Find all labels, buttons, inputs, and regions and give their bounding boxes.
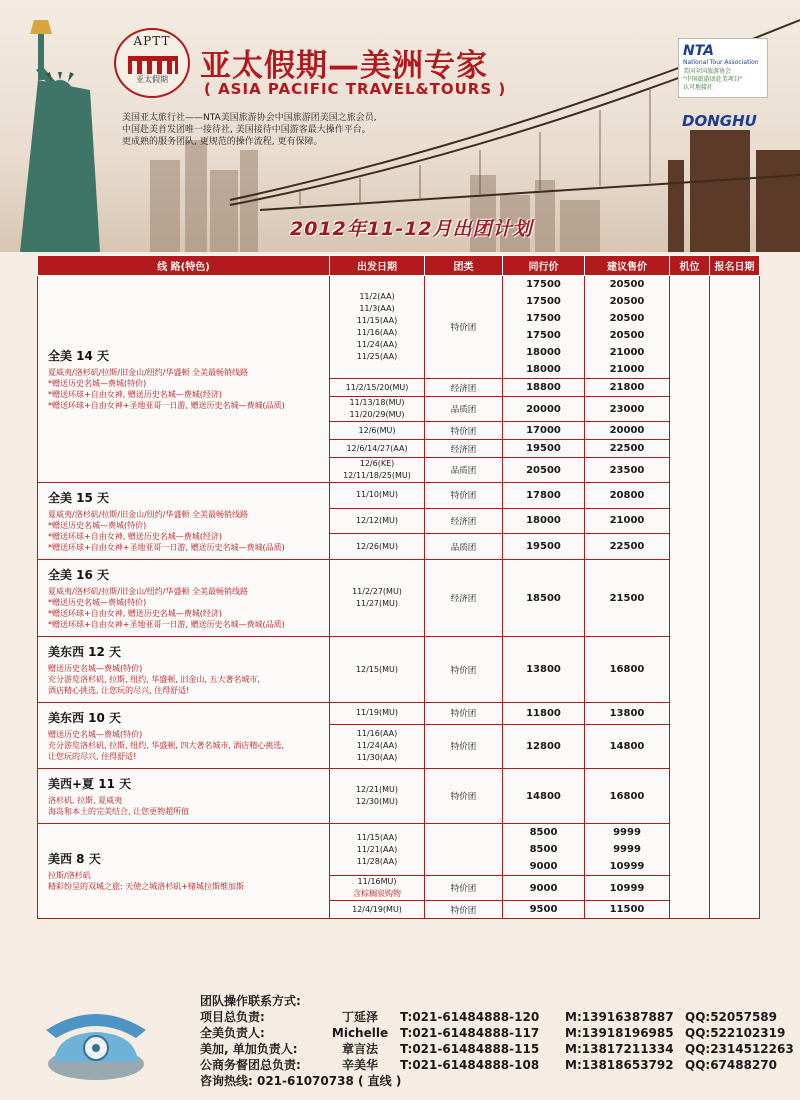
brand-subtitle: ( ASIA PACIFIC TRAVEL&TOURS ) [204,80,507,98]
retail-price: 21800 [609,382,645,393]
peer-price-cell [503,824,585,876]
route-description-line: 赠送历史名城—费城(特价) [48,730,143,739]
signup-date-cell [710,276,760,919]
contact-tel: T:021-61484888-117 [400,1026,540,1040]
retail-price: 11500 [609,904,645,915]
peer-price: 17000 [526,425,561,436]
group-type-cell: 特价团 [425,276,503,379]
group-type-cell: 品质团 [425,534,503,560]
retail-price: 9999 [613,844,641,855]
departure-dates-cell [330,422,425,440]
departure-date: 12/30(MU) [355,797,399,806]
departure-dates-cell [330,276,425,379]
departure-date: 11/24(AA) [356,340,398,349]
contact-row [200,1024,785,1041]
group-type-cell: 特价团 [425,724,503,768]
retail-price: 16800 [609,664,645,675]
departure-dates-cell [330,397,425,422]
retail-price: 23500 [609,464,645,476]
group-type-cell [425,824,503,876]
peer-price: 20500 [526,464,561,476]
departure-date: 11/20/29(MU) [349,410,405,419]
route-description-line: *赠送环球+自由女神+圣地亚哥一日游, 赠送历史名城—费城(品质) [48,401,285,410]
contact-mobile: M:13818653792 [565,1058,674,1072]
nta-logo: NTA [683,43,715,59]
group-type-cell: 特价团 [425,483,503,509]
route-description-line: *赠送环球+自由女神+圣地亚哥一日游, 赠送历史名城—费城(品质) [48,543,285,552]
table-row [38,703,760,725]
peer-price-cell [503,769,585,824]
route-cell [38,824,330,919]
retail-price: 20800 [609,489,645,501]
peer-price: 9500 [529,904,558,915]
route-description-line: *赠送环球+自由女神, 赠送历史名城—费城(经济) [48,609,223,618]
retail-price-cell [585,422,670,440]
peer-price-cell [503,397,585,422]
peer-price: 20000 [526,403,561,415]
peer-price-cell [503,483,585,509]
peer-price-cell [503,458,585,483]
table-row [38,769,760,824]
retail-price-cell [585,876,670,901]
peer-price-cell [503,440,585,458]
retail-price: 20500 [609,296,645,307]
route-description-line: *赠送环球+自由女神+圣地亚哥一日游, 赠送历史名城—费城(品质) [48,620,285,629]
retail-price: 14800 [609,740,645,752]
contact-tel: T:021-61484888-108 [400,1058,540,1072]
departure-date: 11/2(AA) [359,292,395,301]
retail-price: 22500 [609,443,645,454]
contact-mobile: M:13918196985 [565,1026,674,1040]
departure-date: 11/2/15/20(MU) [345,382,409,392]
contact-name: Michelle [331,1026,389,1040]
group-type-cell: 品质团 [425,458,503,483]
contact-row [200,1008,777,1025]
peer-price-cell [503,876,585,901]
peer-price: 18800 [526,382,561,393]
peer-price: 17800 [526,489,561,501]
contact-qq: QQ:522102319 [685,1026,786,1040]
peer-price: 18000 [526,364,561,375]
contact-qq: QQ:52057589 [685,1010,777,1024]
nta-logo-sub: National Tour Association [683,59,759,66]
route-description-line: 让您玩的尽兴, 住得舒适! [48,752,137,761]
departure-date: 11/30(AA) [356,753,398,763]
departure-date: 11/25(AA) [356,352,398,361]
peer-price: 17500 [526,313,561,324]
retail-price-cell [585,458,670,483]
intro-line: 美国亚太旅行社——NTA美国旅游协会中国旅游团美国之旅会员, [122,113,377,123]
contact-tel: T:021-61484888-120 [400,1010,540,1024]
contact-qq: QQ:2314512263 [685,1042,794,1056]
nta-caption-line: "中国旅游团赴美项目" [683,76,743,83]
contact-footer [0,984,800,1100]
col-header-peer-price: 同行价 [503,256,585,276]
logo-caption: 亚太假期 [136,75,168,84]
departure-dates-cell [330,458,425,483]
peer-price: 8500 [529,844,558,855]
contact-name: 辛美华 [341,1058,378,1072]
route-description-line: 拉斯/洛杉矶 [48,871,91,880]
route-cell [38,703,330,769]
departure-date: 11/15(AA) [356,832,398,842]
route-description-line: 夏威夷/洛杉矶/拉斯/旧金山/纽约/华盛顿 全美最畅销线路 [48,368,249,377]
retail-price: 21000 [609,347,645,358]
nta-caption-line: 认可地接社 [683,84,714,91]
contact-qq: QQ:67488270 [685,1058,777,1072]
col-header-retail-price: 建议售价 [585,256,670,276]
peer-price-cell [503,637,585,703]
peer-price-cell [503,901,585,919]
retail-price-cell [585,508,670,534]
route-cell [38,637,330,703]
intro-line: 更成熟的服务团队, 更规范的操作流程, 更有保障。 [122,137,323,147]
retail-price-cell [585,534,670,560]
departure-date: 12/4/19(MU) [352,904,402,914]
col-header-signup: 报名日期 [710,256,760,276]
nta-caption-line: 美国全国旅游协会 [683,68,732,75]
retail-price-cell [585,440,670,458]
table-row [38,637,760,703]
route-description-line: 夏威夷/洛杉矶/拉斯/旧金山/纽约/华盛顿 全美最畅销线路 [48,587,249,596]
route-cell [38,769,330,824]
departure-dates-cell [330,560,425,637]
departure-date: 12/26(MU) [355,541,399,551]
peer-price: 12800 [526,740,561,752]
departure-date: 11/13/18(MU) [349,398,405,407]
contact-row [200,1056,777,1073]
retail-price: 20000 [609,425,645,436]
departure-date: 12/11/18/25(MU) [343,471,411,480]
retail-price-cell [585,724,670,768]
route-name: 美东西 10 天 [48,711,122,725]
retail-price-cell [585,901,670,919]
departure-date: 12/21(MU) [355,785,399,794]
retail-price: 21500 [609,592,645,604]
departure-date: 11/10(MU) [355,490,399,500]
departure-date: 11/16(AA) [356,729,398,739]
group-type-cell: 经济团 [425,508,503,534]
retail-price-cell [585,560,670,637]
departure-date: 11/24(AA) [356,741,398,751]
peer-price-cell [503,724,585,768]
group-type-cell: 特价团 [425,422,503,440]
departure-date: 12/15(MU) [355,664,399,674]
peer-price: 9000 [529,861,558,872]
route-name: 全美 16 天 [48,568,110,582]
telephone-icon [36,1004,156,1084]
contact-mobile: M:13817211334 [565,1042,674,1056]
route-description-line: 酒店精心挑选, 让您玩的尽兴, 住得舒适! [48,686,190,695]
departure-date: 11/28(AA) [356,856,398,866]
group-type-cell: 品质团 [425,397,503,422]
peer-price-cell [503,703,585,725]
peer-price-cell [503,534,585,560]
route-description-line: *赠送环球+自由女神, 赠送历史名城—费城(经济) [48,390,223,399]
departure-dates-cell [330,724,425,768]
contact-role: 公商务督团总负责: [200,1058,301,1072]
route-name: 美西 8 天 [48,852,101,866]
retail-price: 9999 [613,827,641,838]
table-row [38,560,760,637]
departure-date: 11/2/27(MU) [352,587,402,596]
table-row [38,824,760,876]
route-description-line: *赠送历史名城—费城(特价) [48,521,147,530]
retail-price: 10999 [609,882,645,894]
retail-price-cell [585,769,670,824]
route-description-line: 夏威夷/洛杉矶/拉斯/旧金山/纽约/华盛顿 全美最畅销线路 [48,510,249,519]
retail-price-cell [585,483,670,509]
group-type-cell: 特价团 [425,876,503,901]
nta-caption [683,68,763,92]
peer-price: 11800 [526,707,561,719]
route-name: 美东西 12 天 [48,645,122,659]
departure-date: 12/6(KE) [359,459,395,468]
peer-price-cell [503,560,585,637]
aptt-logo [114,28,190,98]
contact-title: 团队操作联系方式: [200,994,301,1008]
contact-name: 章言法 [341,1042,378,1056]
retail-price-cell [585,703,670,725]
group-type-cell: 特价团 [425,901,503,919]
hotline: 咨询热线: 021-61070738 ( 直线 ) [200,1074,402,1088]
route-description-line: 洛杉矶, 拉斯, 夏威夷 [48,796,123,805]
table-row [38,276,760,379]
peer-price-cell [503,276,585,379]
retail-price: 10999 [609,861,645,872]
group-type-cell: 经济团 [425,379,503,397]
retail-price-cell [585,379,670,397]
peer-price: 18000 [526,515,561,527]
plan-title: 2012年11-12月出团计划 [290,218,533,240]
route-name: 全美 14 天 [48,349,110,363]
peer-price: 17500 [526,296,561,307]
departure-dates-cell [330,901,425,919]
route-description-line: 充分游览洛杉矶, 拉斯, 纽约, 华盛顿, 旧金山, 五大著名城市, [48,675,260,684]
logo-text: APTT [133,34,171,48]
retail-price-cell [585,824,670,876]
departure-dates-cell [330,508,425,534]
departure-date: 12/6(MU) [358,425,396,435]
departure-dates-cell [330,703,425,725]
retail-price: 20500 [609,330,645,341]
departure-date: 12/12(MU) [355,515,399,525]
peer-price: 17500 [526,279,561,290]
contact-role: 项目总负责: [200,1010,265,1024]
col-header-seat: 机位 [670,256,710,276]
route-description-line: *赠送环球+自由女神, 赠送历史名城—费城(经济) [48,532,223,541]
contact-mobile: M:13916387887 [565,1010,674,1024]
col-header-date: 出发日期 [330,256,425,276]
peer-price: 14800 [526,790,561,802]
group-type-cell: 经济团 [425,440,503,458]
retail-price-cell [585,397,670,422]
peer-price-cell [503,422,585,440]
route-cell [38,483,330,560]
contact-tel: T:021-61484888-115 [400,1042,540,1056]
departure-date: 11/3(AA) [359,304,395,313]
route-cell [38,276,330,483]
departure-date: 11/16(AA) [356,328,398,337]
retail-price: 13800 [609,707,645,719]
route-description-line: *赠送历史名城—费城(特价) [48,379,147,388]
departure-date: 11/16MU) [357,877,397,886]
route-description-line: *赠送历史名城—费城(特价) [48,598,147,607]
peer-price: 13800 [526,664,561,675]
poster-header [0,0,800,252]
peer-price: 17500 [526,330,561,341]
retail-price: 20500 [609,279,645,290]
brand-title: 亚太假期—美洲专家 [200,48,488,84]
departure-date: 11/15(AA) [356,316,398,325]
retail-price: 23000 [609,403,645,415]
peer-price-cell [503,379,585,397]
departure-dates-cell [330,440,425,458]
table-body [38,276,760,919]
logo-mark-icon [128,52,178,74]
departure-dates-cell [330,769,425,824]
route-name: 美西+夏 11 天 [48,777,132,791]
company-intro [122,112,377,148]
col-header-type: 团类 [425,256,503,276]
peer-price: 18500 [526,592,561,604]
peer-price: 19500 [526,541,561,553]
peer-price: 18000 [526,347,561,358]
retail-price: 21000 [609,364,645,375]
peer-price: 19500 [526,443,561,454]
route-description-line: 充分游览洛杉矶, 拉斯, 纽约, 华盛顿, 四大著名城市, 酒店精心挑选, [48,741,284,750]
departure-dates-cell [330,824,425,876]
route-description-line: 赠送历史名城—费城(特价) [48,664,143,673]
intro-line: 中国赴美首发团唯一接待社, 美国接待中国游客最大操作平台。 [122,125,371,135]
contact-role: 美加, 单加负责人: [200,1042,298,1056]
route-name: 全美 15 天 [48,491,110,505]
route-description-line: 海岛和本土的完美结合, 让您更物超所值 [48,807,190,816]
group-type-cell: 特价团 [425,703,503,725]
group-type-cell: 特价团 [425,637,503,703]
peer-price-cell [503,508,585,534]
contact-name: 丁延泽 [341,1010,378,1024]
departure-dates-cell [330,637,425,703]
table-header-row [38,256,760,276]
retail-price-cell [585,637,670,703]
donghu-logo: DONGHU [682,112,757,130]
peer-price: 9000 [529,882,558,894]
departure-date: 11/21(AA) [356,844,398,854]
retail-price: 21000 [609,515,645,527]
peer-price: 8500 [529,827,558,838]
contact-role: 全美负责人: [200,1026,265,1040]
tour-schedule-table [37,255,760,919]
retail-price: 22500 [609,541,645,553]
retail-price: 16800 [609,790,645,802]
departure-dates-cell [330,483,425,509]
contact-row [200,1040,794,1057]
retail-price: 20500 [609,313,645,324]
departure-dates-cell [330,876,425,901]
departure-dates-cell [330,379,425,397]
col-header-route: 线 路(特色) [38,256,330,276]
group-type-cell: 特价团 [425,769,503,824]
departure-date: 11/19(MU) [355,708,399,718]
departure-dates-cell [330,534,425,560]
route-description-line: 精彩纷呈的双城之旅: 天使之城洛杉矶+赌城拉斯维加斯 [48,882,244,891]
seat-cell [670,276,710,919]
retail-price-cell [585,276,670,379]
date-note: 含棕榈泉购物 [353,889,401,898]
departure-date: 12/6/14/27(AA) [346,443,408,453]
departure-date: 11/27(MU) [355,599,399,608]
route-cell [38,560,330,637]
group-type-cell: 经济团 [425,560,503,637]
nta-badge [678,38,768,98]
table-row [38,483,760,509]
